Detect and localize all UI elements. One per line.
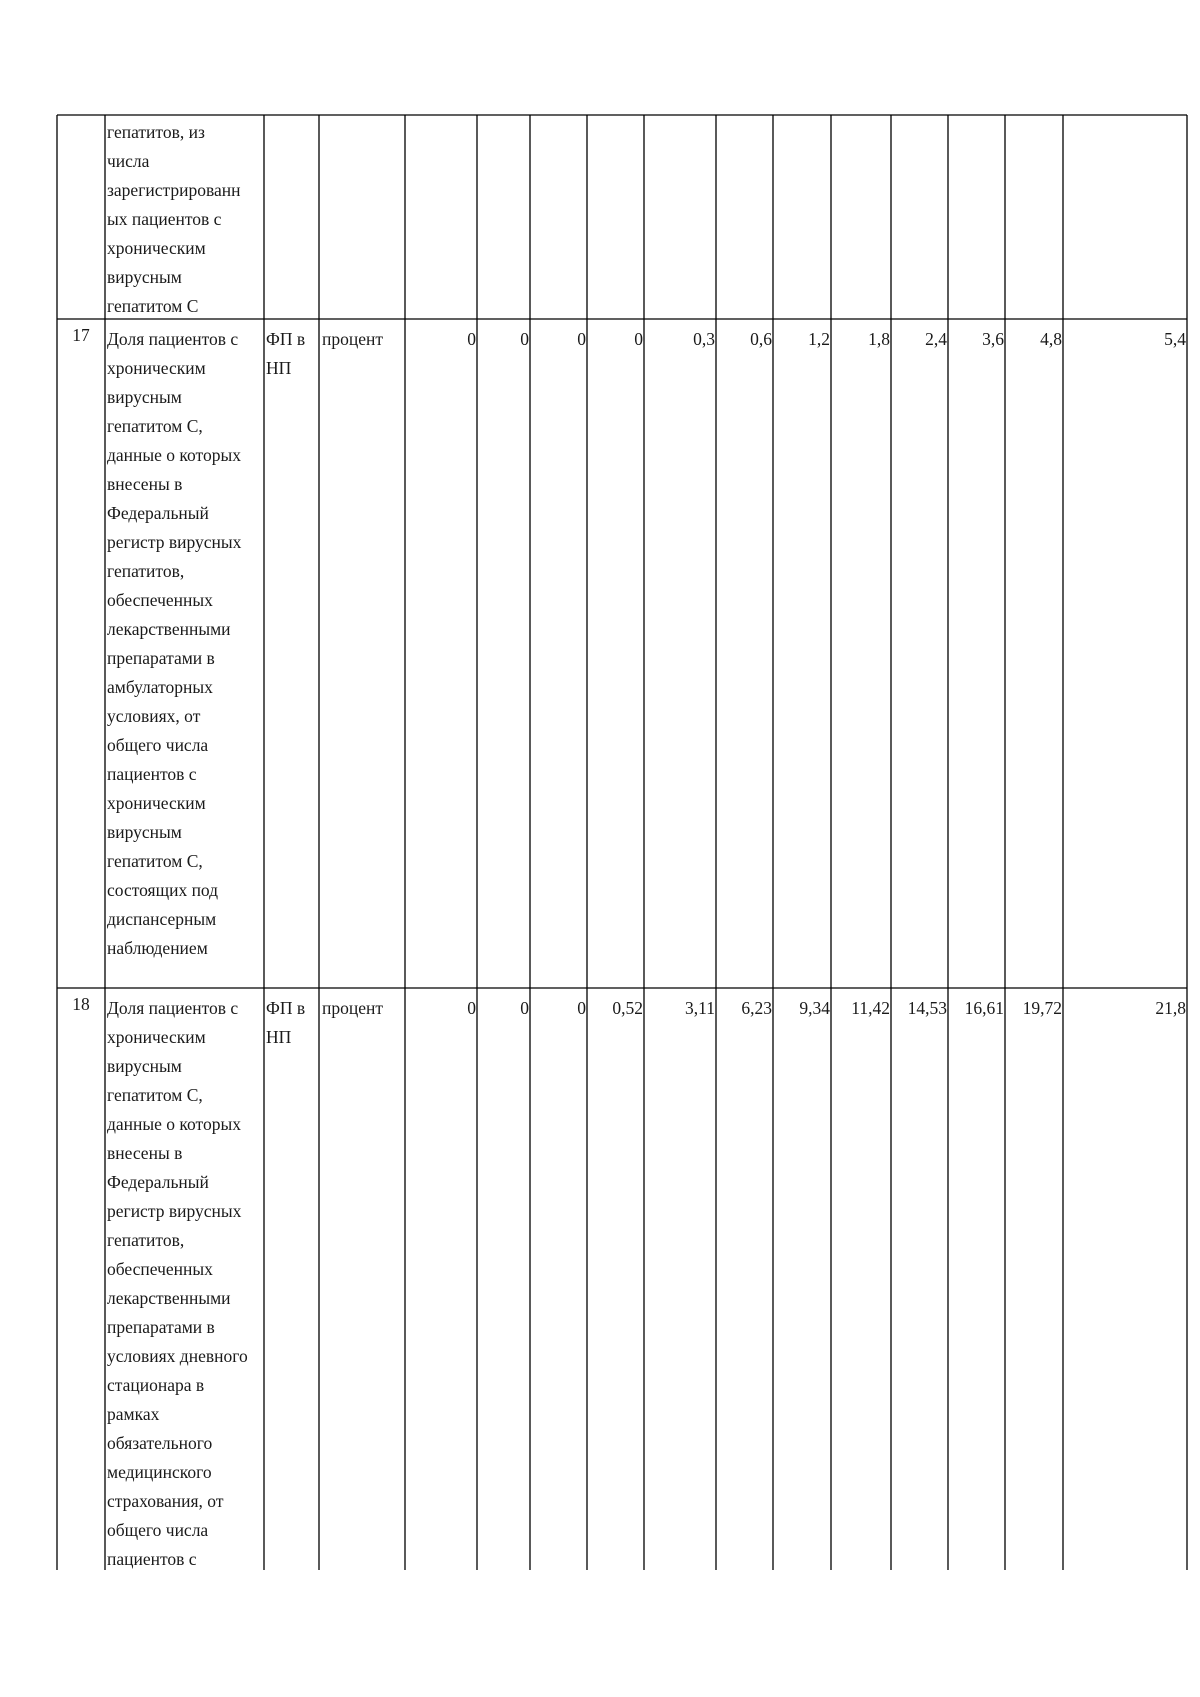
value-cell: 0 — [577, 329, 586, 349]
row-number: 17 — [72, 325, 90, 345]
value-cell: 4,8 — [1040, 329, 1062, 349]
value-cell: 3,6 — [982, 329, 1004, 349]
indicator-name: Доля пациентов с хроническим вирусным гепатитом С, данные о которых внесены в Федеральный регистр вирусных гепатитов, обеспеченных лекарственными препаратами в амбулаторных условиях, от общего числа пациентов с хроническим вирусным гепатитом С, состоящих под диспансерным наблюдением — [107, 329, 242, 958]
indicator-level: ФП в НП — [266, 998, 306, 1047]
value-cell: 1,8 — [868, 329, 890, 349]
unit-of-measure: процент — [322, 998, 384, 1018]
value-cell: 0 — [467, 998, 476, 1018]
indicator-name: гепатитов, из числа зарегистрированн ых пациентов с хроническим вирусным гепатитом С — [107, 122, 241, 316]
value-cell: 3,11 — [685, 998, 715, 1018]
value-cell: 0 — [520, 329, 529, 349]
value-cell: 9,34 — [799, 998, 830, 1018]
value-cell: 2,4 — [925, 329, 947, 349]
indicator-name: Доля пациентов с хроническим вирусным гепатитом С, данные о которых внесены в Федеральный регистр вирусных гепатитов, обеспеченных лекарственными препаратами в условиях дневного стационара в рамках обязательного медицинского страхования, от общего числа пациентов с — [107, 998, 248, 1569]
indicator-level: ФП в НП — [266, 329, 306, 378]
value-cell: 14,53 — [907, 998, 947, 1018]
value-cell: 0 — [520, 998, 529, 1018]
value-cell: 0,52 — [612, 998, 643, 1018]
value-cell: 5,4 — [1164, 329, 1186, 349]
value-cell: 0 — [467, 329, 476, 349]
value-cell: 1,2 — [808, 329, 830, 349]
value-cell: 0,3 — [693, 329, 715, 349]
value-cell: 6,23 — [741, 998, 772, 1018]
unit-of-measure: процент — [322, 329, 384, 349]
value-cell: 11,42 — [851, 998, 890, 1018]
value-cell: 0 — [634, 329, 643, 349]
value-cell: 0,6 — [750, 329, 772, 349]
value-cell: 16,61 — [964, 998, 1004, 1018]
value-cell: 0 — [577, 998, 586, 1018]
value-cell: 19,72 — [1022, 998, 1062, 1018]
row-number: 18 — [72, 994, 90, 1014]
value-cell: 21,8 — [1155, 998, 1186, 1018]
